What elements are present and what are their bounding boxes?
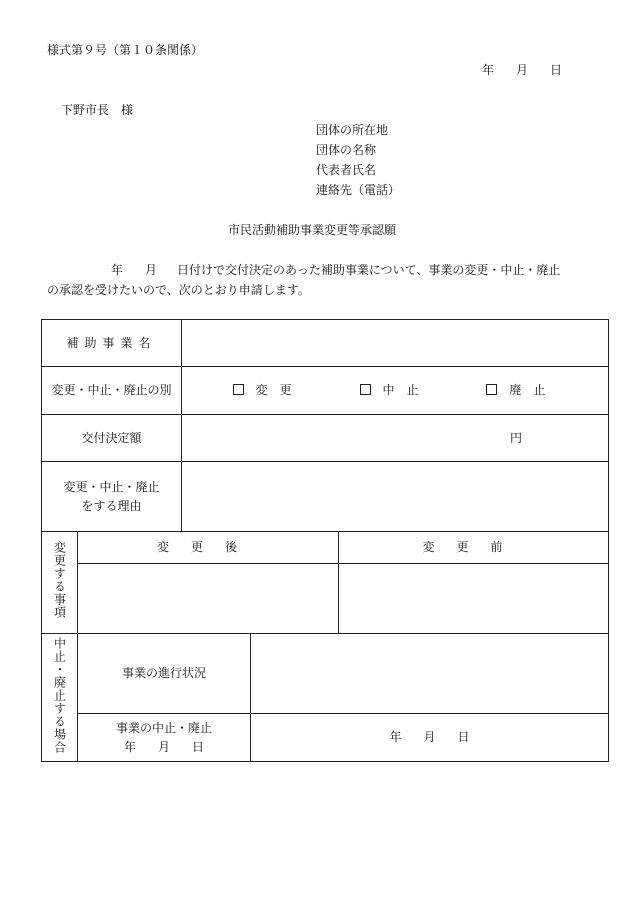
checkbox-abolish[interactable] [486, 384, 497, 395]
project-name-label: 補助事業名 [66, 335, 157, 350]
type-label: 変更・中止・廃止の別 [51, 383, 172, 397]
before-label-cell [339, 532, 609, 564]
after-label-cell [78, 532, 339, 564]
stop-date-value-cell[interactable] [251, 714, 609, 762]
progress-value-cell[interactable] [251, 634, 609, 714]
date-day-label: 日 [550, 63, 563, 77]
document-title: 市民活動補助事業変更等承認願 [228, 223, 397, 237]
date-value-month: 月 [423, 730, 436, 744]
body-year-label: 年 [111, 263, 124, 277]
stop-date-sub [78, 739, 250, 756]
form-number: 様式第９号（第１０条関係） [47, 43, 204, 57]
applicant-address-label: 団体の所在地 [316, 123, 389, 137]
amount-value-cell[interactable] [182, 415, 609, 462]
project-name-value-cell[interactable] [182, 320, 609, 367]
before-label: 変更前 [422, 540, 525, 554]
body-month-label: 月 [145, 263, 158, 277]
progress-label-cell [78, 634, 251, 714]
date-month-label: 月 [516, 63, 529, 77]
addressee: 下野市長 様 [61, 103, 134, 117]
reason-label-line-1: 変更・中止・廃止 [63, 479, 160, 494]
progress-label: 事業の進行状況 [122, 666, 207, 680]
stop-date-day: 日 [192, 739, 205, 754]
checkbox-suspend[interactable] [360, 384, 371, 395]
reason-value-cell[interactable] [182, 462, 609, 532]
body-line-2: の承認を受けたいので、次のとおり申請します。 [47, 283, 310, 297]
change-items-label: 変更する事項 [52, 541, 67, 619]
option-change-label: 変更 [255, 383, 304, 397]
stop-case-label-cell [42, 634, 78, 762]
amount-unit: 円 [510, 430, 523, 445]
after-value-cell[interactable] [78, 564, 339, 634]
stop-case-label: 中止・廃止する場合 [52, 636, 67, 754]
before-value-cell[interactable] [339, 564, 609, 634]
type-options-cell [182, 367, 609, 415]
stop-date-month: 月 [158, 739, 171, 754]
stop-date-label-cell [78, 714, 251, 762]
date-value-year: 年 [389, 730, 402, 744]
option-abolish-label: 廃止 [509, 383, 558, 397]
body-line-1 [111, 263, 560, 277]
stop-date-year: 年 [123, 739, 136, 754]
date-value-day: 日 [457, 730, 470, 744]
option-suspend[interactable] [360, 382, 431, 399]
application-table [41, 319, 609, 762]
date-line [482, 63, 562, 77]
applicant-name-label: 団体の名称 [316, 143, 377, 157]
checkbox-change[interactable] [233, 384, 244, 395]
body-line-1-text: 日付けで交付決定のあった補助事業について、事業の変更・中止・廃止 [177, 263, 561, 277]
reason-label-cell [42, 462, 182, 532]
option-abolish[interactable] [486, 382, 557, 399]
after-label: 変更後 [157, 540, 260, 554]
applicant-contact-label: 連絡先（電話） [316, 183, 401, 197]
applicant-rep-label: 代表者氏名 [316, 163, 377, 177]
type-label-cell [42, 367, 182, 415]
amount-label-cell [42, 415, 182, 462]
reason-label-line-2: をする理由 [81, 498, 142, 513]
stop-date-label: 事業の中止・廃止 [116, 720, 213, 735]
option-change[interactable] [233, 382, 304, 399]
option-suspend-label: 中止 [382, 383, 431, 397]
change-items-label-cell [42, 532, 78, 634]
project-name-label-cell [42, 320, 182, 367]
amount-label: 交付決定額 [81, 430, 142, 445]
date-year-label: 年 [482, 63, 495, 77]
